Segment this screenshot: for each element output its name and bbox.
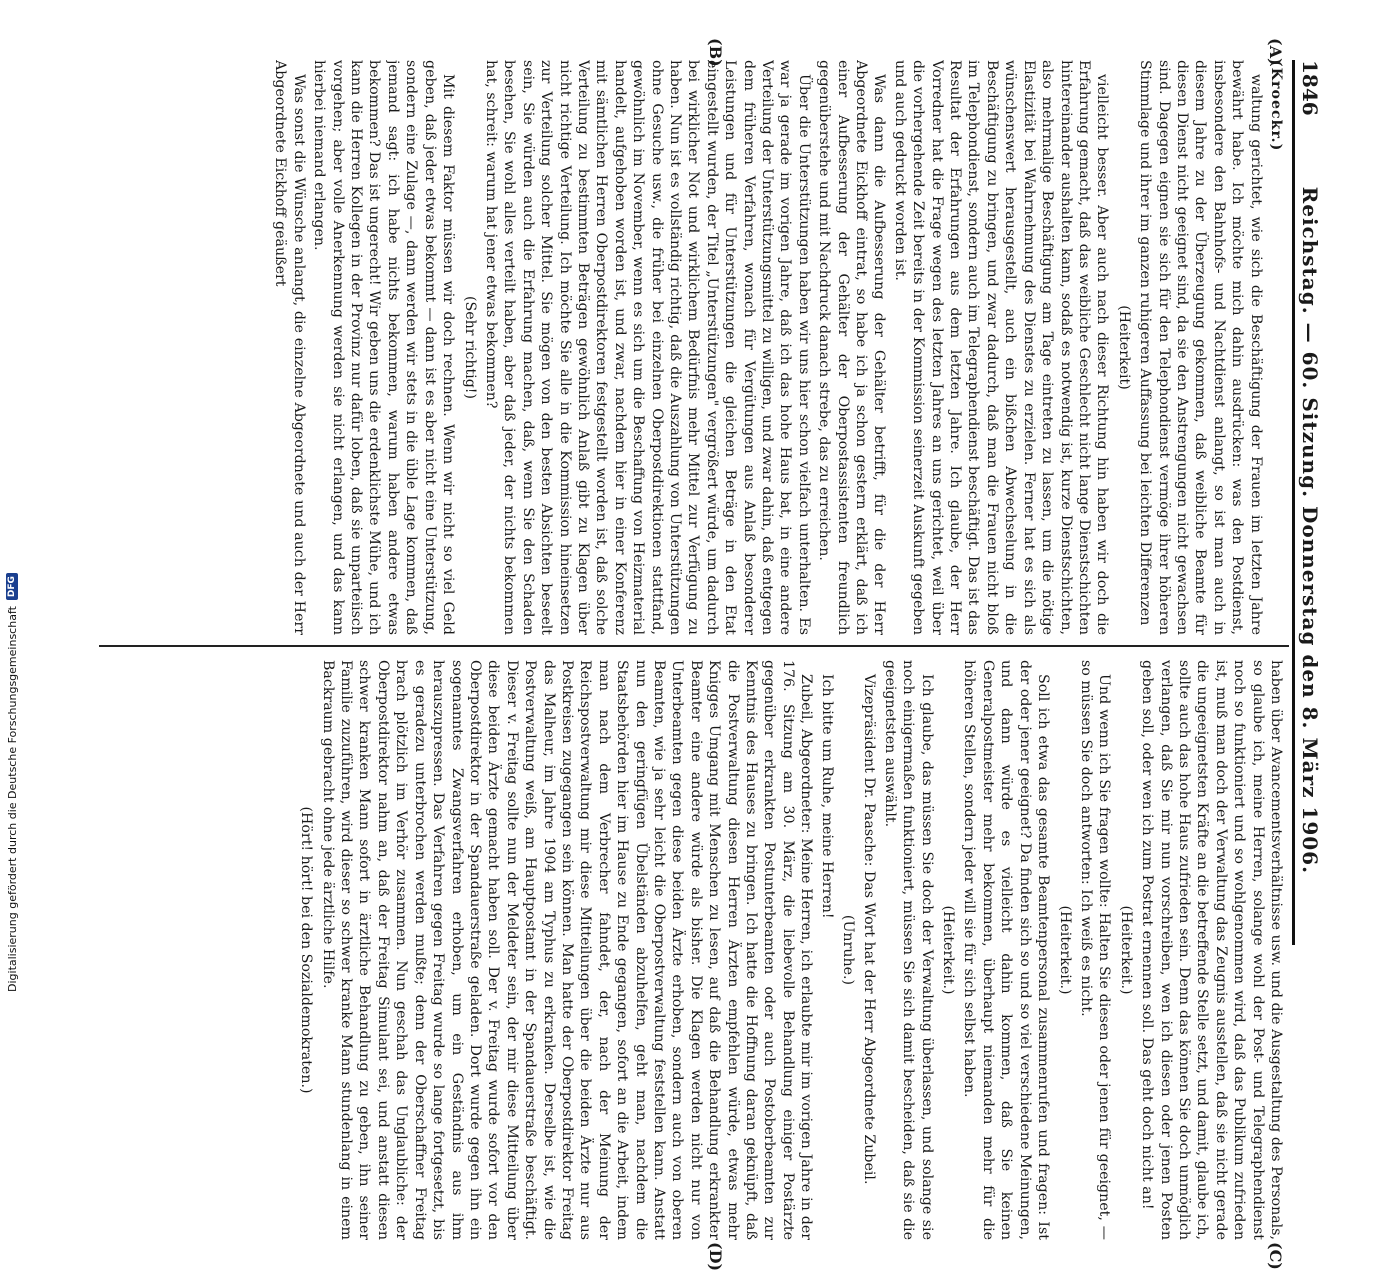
left-column (105, 60, 1285, 635)
paragraph: Ich bitte um Ruhe, meine Herren! (818, 674, 835, 919)
paragraph: Über die Unterstützungen haben wir uns hier schon vielfach unterhalten. Es war ja gerade im vorigen Jahre, daß ich das hohe Haus bat, in eine andere Verteilung der Unterstützungsmittel zu willigen, und zwar dahin, daß entgegen dem früheren Verfahren, wonach für Vergütungen aus Anlaß besonderer Leistungen und für Unterstützungen die gleichen Beträge in den Etat eingestellt wurden, der Titel „Unterstützungen" vergrößert würde, um dadurch bei wirklicher Not und wirklichem Bedürfnis mehr Mittel zur Verfügung zu haben. Nun ist es vollständig richtig, daß die Auszahlung von Unterstützungen ohne Gesuche usw., die früher bei einzelnen Oberpostdirektionen stattfand, gewöhnlich im November, wenn es sich um die Beschaffung von Heizmaterial handelt, aufgehoben worden ist, und zwar, nachdem hier in einer Konferenz mit sämtlichen Herren Oberpostdirektoren festgestellt worden ist, daß solche Verteilung zu bestimmten Beträgen gewöhnlich Anlaß gibt zu Klagen über nicht richtige Verteilung. Ich möchte Sie alle in die Kommission hineinsetzen zur Verteilung solcher Mittel. Sie mögen von den besten Absichten beseelt sein, Sie würden auch die Erfahrung machen, daß, wenn Sie den Schaden besehen, Sie wohl alles verteilt haben, aber daß jeder, der nichts bekommen hat, schreit: warum hat jener etwas bekommen? (482, 60, 812, 635)
credit-text: Digitalisierung gefördert durch die Deutsche Forschungsgemeinschaft (5, 606, 19, 992)
paragraph: Was dann die Aufbesserung der Gehälter betrifft, für die der Herr Abgeordnete Eickhoff eintrat, so habe ich ja schon gestern erklärt, daß ich einer Aufbesserung der Gehälter der Oberpostassistenten freundlich gegenüberstehe und mit Nachdruck danach strebe, das zu erreichen. (816, 60, 888, 635)
paragraph: Soll ich etwa das gesamte Beamtenpersonal zusammenrufen und fragen: Ist der oder jener geeignet? Da finden sich so und so viel verschiedene Meinungen, und dann würde es vielleicht dahin kommen, daß Sie keinen Generalpostmeister mehr bekommen, überhaupt niemanden mehr für die höheren Stellen, sondern jeder will sie für sich selbst haben. (961, 660, 1052, 1240)
right-column (105, 660, 1285, 1240)
dfg-logo-icon: DFG (6, 573, 18, 600)
paragraph: Was sonst die Wünsche anlangt, die einzelne Abgeordnete und auch der Herr Abgeordnete Eickhoff geäußert (272, 60, 307, 635)
margin-letter-b: (B) (706, 38, 725, 67)
document-page (85, 38, 1325, 1271)
paragraph: Mit diesem Faktor müssen wir doch rechnen. Wenn wir nicht so viel Geld geben, daß jeder etwas bekommt — dann ist es aber nicht eine Unterstützung, sondern eine Zulage —, dann werden wir stets in die üble Lage kommen, daß jemand sagt: ich habe nichts bekommen, warum haben andere etwas bekommen? Das ist ungerecht! Wir geben uns die erdenklichste Mühe, und ich kann die Herren Kollegen in der Provinz nur dafür loben, daß sie unparteiisch vorgehen; aber volle Anerkennung werden sie nicht erlangen, und das kann hierbei niemand erlangen. (311, 60, 457, 635)
interjection-note: (Heiterkeit) (1115, 305, 1132, 390)
interjection-note: (Heiterkeit.) (1056, 905, 1073, 995)
interjection-note: (Unruhe.) (840, 914, 857, 986)
paragraph: Vizepräsident Dr. Paasche: Das Wort hat der Herr Abgeordnete Zubeil. (861, 674, 878, 1185)
interjection-note: (Heiterkeit.) (940, 905, 957, 995)
paragraph: waltung gerichtet, wie sich die Beschäftigung der Frauen im letzten Jahre bewährt habe. Ich möchte mich dahin ausdrücken: was den Postdienst, insbesondere den Bahnhofs- und Nachtdienst anlangt, so ist man auch in diesem Jahre zu der Überzeugung gekommen, daß weibliche Beamte für diesen Dienst nicht geeignet sind, da sie den Anstrengungen nicht gewachsen sind. Dagegen eignen sie sich für den Telephondienst vermöge ihrer höheren Stimmlage und ihrer im ganzen ruhigeren Auffassung bei leichten Differenzen (1137, 60, 1264, 635)
paragraph: Und wenn ich Sie fragen wollte: Halten Sie diesen oder jenen für geeignet, — so müssen Sie doch antworten: Ich weiß es nicht. (1077, 660, 1113, 1240)
interjection-note: (Heiterkeit.) (1117, 905, 1134, 995)
margin-letter-c: (C) (1266, 1242, 1285, 1270)
margin-letter-d: (D) (706, 1242, 725, 1271)
digitization-credit (2, 0, 22, 998)
paragraph: haben über Avancementsverhältnisse usw. und die Ausgestaltung des Personals, so glaube ich, meine Herren, solange wohl der Post- und Telegraphendienst noch so funktioniert und so wohlgenommen wird, daß das Publikum zufrieden ist, muß man doch der Verwaltung das Zeugnis ausstellen, daß sie nicht gerade die ungeeignetsten Kräfte an die betreffende Stelle setzt, und damit, glaube ich, sollte auch das hohe Haus zufrieden sein. Denn das können Sie doch unmöglich verlangen, daß Sie mir nun vorschreiben, wen ich diesen oder jenen Posten geben soll, oder wen ich zum Postrat ernennen soll. Das geht doch nicht an! (1139, 660, 1284, 1240)
page-title: Reichstag. — 60. Sitzung. Donnerstag den 8. März 1906. (1298, 186, 1322, 875)
paragraph: vielleicht besser. Aber auch nach dieser Richtung hin haben wir doch die Erfahrung gemacht, daß das weibliche Geschlecht nicht lange Dienstschichten hintereinander aushalten kann, sodaß es notwendig ist, kurze Dienstschichten, also mehrmalige Beschäftigung am Tage eintreten zu lassen, um die nötige Elastizität bei Wahrnehmung des Dienstes zu erzielen. Ferner hat es sich als wünschenswert herausgestellt, auch ein bißchen Abwechselung in die Beschäftigung zu bringen, und zwar dadurch, daß man die Frauen nicht bloß im Telephondienst, sondern auch im Telegraphendienst beschäftigt. Das ist das Resultat der Erfahrungen aus dem letzten Jahre. Ich glaube, der Herr Vorredner hat die Frage wegen des letzten Jahres an uns gerichtet, weil über die vorhergehende Zeit bereits in der Kommission seinerzeit Auskunft gegeben und auch gedruckt worden ist. (891, 60, 1111, 635)
running-head (1292, 60, 1325, 945)
interjection-note: (Hört! hört! bei den Sozialdemokraten.) (298, 806, 315, 1094)
page-number: 1846 (1298, 60, 1322, 116)
paragraph: Zubeil, Abgeordneter: Meine Herren, ich erlaubte mir im vorigen Jahre in der 176. Sitzung am 30. März, die liebevolle Behandlung einiger Postärzte gegenüber erkrankten Postunterbeamten oder auch Postoberbeamten zur Kenntnis des Hauses zu bringen. Ich hatte die Hoffnung daran geknüpft, daß die Postverwaltung diesen Herren Ärzten empfehlen würde, etwas mehr Knigges Umgang mit Menschen zu lesen, auf daß die Behandlung erkrankter Beamter eine andere würde als bisher. Die Klagen werden nicht nur von Unterbeamten gegen diese beiden Ärzte erhoben, sondern auch von oberen Beamten, wie ja sehr leicht die Oberpostverwaltung feststellen kann. Anstatt nun den geringfügen Übelständen abzuhelfen, geht man, nachdem die Staatsbehörden hier im Hause zu Ende gegangen, sofort an die Arbeit, indem man nach dem Verbrecher fahndet, der, nach der Meinung der Reichspostverwaltung mir diese Mitteilungen über die beiden Ärzte nur aus Postkreisen zugegangen sein können. Man hatte der Oberpostdirektor Freitag das Malheur, im Jahre 1904 am Typhus zu erkranken. Derselbe ist, wie die Postverwaltung weiß, am Hauptpostamt in der Spandauerstraße beschäftigt. Dieser v. Freitag sollte nun der Meldeter sein, der mir diese Mitteilung über diese beiden Ärzte gemacht haben soll. Der v. Freitag wurde sofort vor den Oberpostdirektor in der Spandauerstraße geladen. Dort wurde gegen ihn ein sogenanntes Zwangsverfahren erhoben, um ein Geständnis aus ihm herauszupressen. Das Verfahren gegen Freitag wurde so lange fortgesetzt, bis es geradezu unterbrochen werden mußte; denn der Oberschaffner Freitag brach plötzlich im Verhör zusammen. Nun geschah das Unglaubliche: der Oberpostdirektor nahm an, daß der Freitag Simulant sei, und anstatt diesen schwer kranken Mann sofort in ärztliche Behandlung zu geben, ihn seiner Familie zuzuführen, wird dieser so schwer kranke Mann stundenlang in einem Backraum gebracht ohne jede ärztliche Hilfe. (319, 660, 815, 1240)
paragraph: Ich glaube, das müssen Sie doch der Verwaltung überlassen, und solange sie noch einigermaßen funktioniert, müssen Sie sich damit bescheiden, daß sie die geeignetsten auswählt. (881, 660, 935, 1240)
margin-letter-a: (A) (1266, 38, 1285, 66)
interjection-note: (Sehr richtig!) (461, 295, 478, 400)
speaker-label: (Kroeckr.) (1268, 60, 1284, 152)
column-divider (99, 645, 1289, 647)
